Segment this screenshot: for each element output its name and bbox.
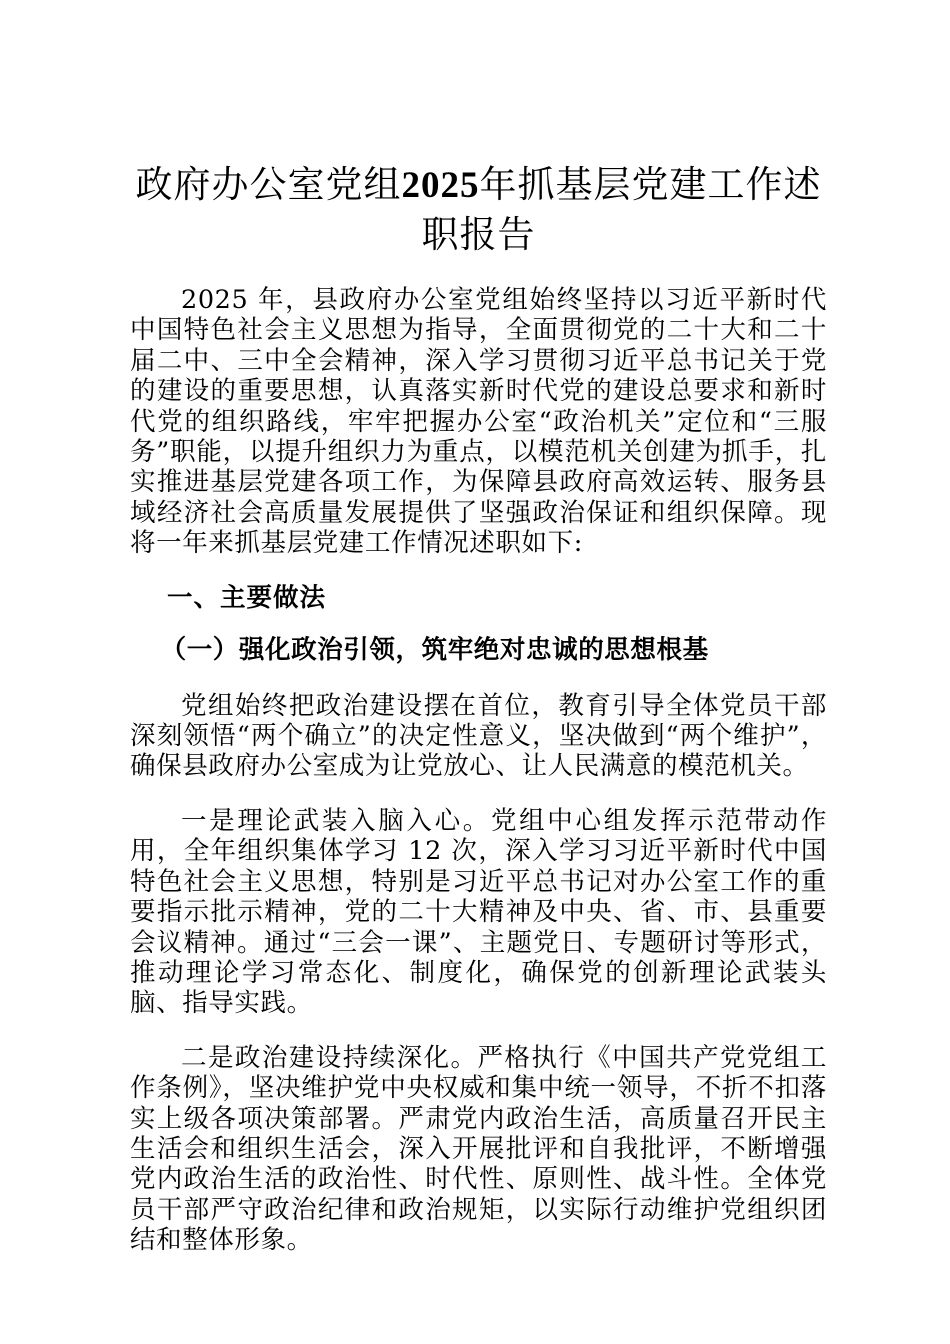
body-paragraph: 一是理论武装入脑入心。党组中心组发挥示范带动作用，全年组织集体学习 12 次，深入学习习近平新时代中国特色社会主义思想，特别是习近平总书记对办公室工作的重要指示批示精神，党的二十大精神及中央、省、市、县重要会议精神。通过“三会一课”、主题党日、专题研讨等形式，推动理论学习常态化、制度化，确保党的创新理论武装头脑、指导实践。 bbox=[130, 805, 827, 1019]
title-year: 2025 bbox=[401, 165, 480, 206]
section-heading-main-practices: 一、主要做法 bbox=[166, 582, 326, 613]
body-paragraph: 党组始终把政治建设摆在首位，教育引导全体党员干部深刻领悟“两个确立”的决定性意义，坚决做到“两个维护”，确保县政府办公室成为让党放心、让人民满意的模范机关。 bbox=[130, 690, 827, 782]
subsection-heading-political-guidance: （一）强化政治引领，筑牢绝对忠诚的思想根基 bbox=[160, 634, 709, 665]
body-paragraph: 二是政治建设持续深化。严格执行《中国共产党党组工作条例》，坚决维护党中央权威和集中统一领导，不折不扣落实上级各项决策部署。严肃党内政治生活，高质量召开民主生活会和组织生活会，深入开展批评和自我批评，不断增强党内政治生活的政治性、时代性、原则性、战斗性。全体党员干部严守政治纪律和政治规矩，以实际行动维护党组织团结和整体形象。 bbox=[130, 1042, 827, 1256]
document-page bbox=[130, 160, 827, 1256]
title-part2: 年抓基层党建工作述职报告 bbox=[421, 163, 822, 256]
title-part1: 政府办公室党组 bbox=[135, 163, 402, 206]
intro-paragraph: 2025 年，县政府办公室党组始终坚持以习近平新时代中国特色社会主义思想为指导，全面贯彻党的二十大和二十届二中、三中全会精神，深入学习贯彻习近平总书记关于党的建设的重要思想，认真落实新时代党的建设总要求和新时代党的组织路线，牢牢把握办公室“政治机关”定位和“三服务”职能，以提升组织力为重点，以模范机关创建为抓手，扎实推进基层党建各项工作，为保障县政府高效运转、服务县域经济社会高质量发展提供了坚强政治保证和组织保障。现将一年来抓基层党建工作情况述职如下: bbox=[130, 285, 827, 559]
document-title bbox=[130, 160, 827, 259]
